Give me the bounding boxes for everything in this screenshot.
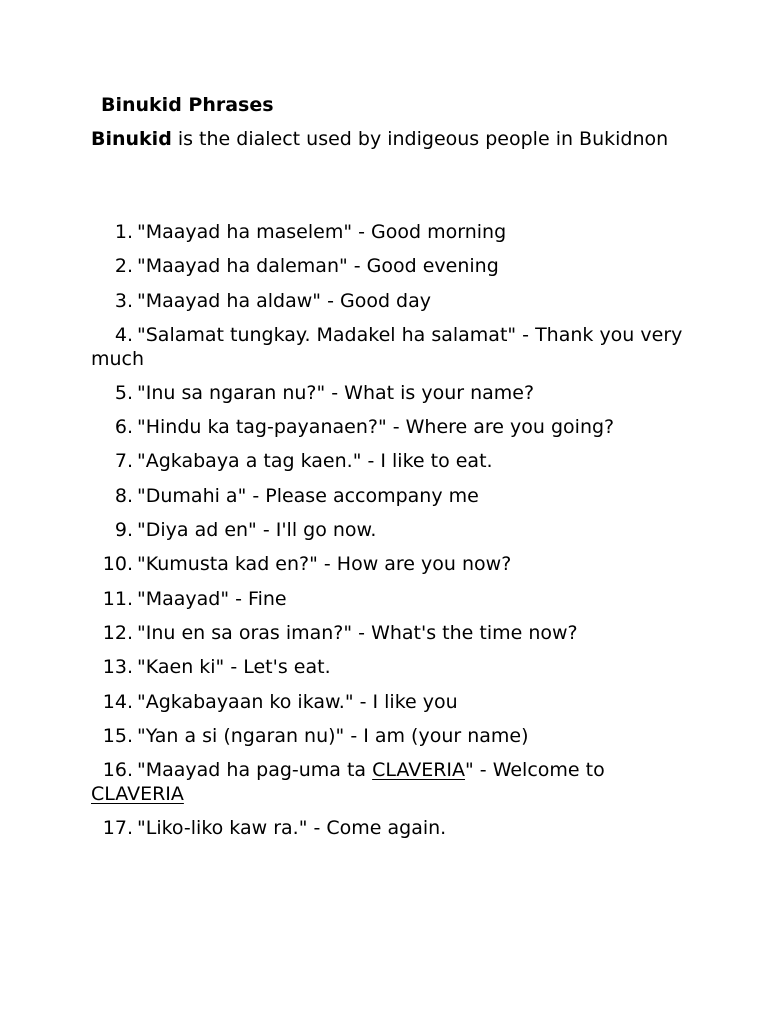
phrase-item bbox=[91, 220, 691, 244]
phrase-number: 6. bbox=[114, 416, 133, 439]
phrase-text: "Inu en sa oras iman?" - What's the time now? bbox=[137, 621, 578, 644]
phrase-number: 17. bbox=[102, 817, 133, 840]
phrase-number: 9. bbox=[114, 519, 133, 542]
phrase-item bbox=[91, 552, 691, 576]
phrase-item bbox=[91, 289, 691, 313]
phrase-item bbox=[91, 323, 691, 371]
phrase-text: "Agkabaya a tag kaen." - I like to eat. bbox=[137, 450, 493, 473]
phrase-item bbox=[91, 655, 691, 679]
phrase-item bbox=[91, 254, 691, 278]
phrase-number: 14. bbox=[102, 690, 133, 713]
intro-paragraph bbox=[91, 127, 691, 152]
claveria-link[interactable]: CLAVERIA bbox=[91, 783, 184, 806]
phrase-number: 13. bbox=[102, 656, 133, 679]
phrase-item bbox=[91, 415, 691, 439]
phrase-number: 8. bbox=[114, 484, 133, 507]
phrase-text-middle: " - Welcome to bbox=[465, 759, 605, 782]
phrase-number: 3. bbox=[114, 289, 133, 312]
claveria-link[interactable]: CLAVERIA bbox=[372, 759, 466, 782]
phrase-number: 5. bbox=[114, 381, 133, 404]
phrase-text: "Kumusta kad en?" - How are you now? bbox=[137, 553, 512, 576]
phrase-text: "Dumahi a" - Please accompany me bbox=[137, 484, 479, 507]
phrase-text: "Inu sa ngaran nu?" - What is your name? bbox=[137, 381, 535, 404]
phrase-item bbox=[91, 518, 691, 542]
phrase-number: 2. bbox=[114, 255, 133, 278]
phrase-number: 11. bbox=[102, 587, 133, 610]
phrase-item bbox=[91, 587, 691, 611]
intro-text: is the dialect used by indigeous people in Bukidnon bbox=[171, 128, 669, 150]
phrase-item bbox=[91, 381, 691, 405]
document-title: Binukid Phrases bbox=[101, 94, 274, 116]
phrase-text: "Salamat tungkay. Madakel ha salamat" - Thank you very much bbox=[91, 323, 683, 370]
phrase-item bbox=[91, 621, 691, 645]
phrase-list bbox=[91, 220, 691, 850]
phrase-number: 12. bbox=[102, 621, 133, 644]
phrase-item bbox=[91, 484, 691, 508]
phrase-text: "Liko-liko kaw ra." - Come again. bbox=[137, 817, 447, 840]
phrase-text: "Agkabayaan ko ikaw." - I like you bbox=[137, 690, 458, 713]
phrase-item bbox=[91, 690, 691, 714]
phrase-number: 10. bbox=[102, 553, 133, 576]
phrase-item bbox=[91, 758, 691, 806]
phrase-text: "Hindu ka tag-payanaen?" - Where are you going? bbox=[137, 416, 615, 439]
phrase-number: 7. bbox=[114, 450, 133, 473]
phrase-number: 1. bbox=[114, 221, 133, 243]
phrase-number: 15. bbox=[102, 724, 133, 747]
phrase-item bbox=[91, 816, 691, 840]
intro-bold-term: Binukid bbox=[91, 128, 172, 150]
phrase-number: 4. bbox=[114, 323, 133, 346]
phrase-text: "Maayad ha daleman" - Good evening bbox=[137, 255, 499, 278]
phrase-text: "Yan a si (ngaran nu)" - I am (your name) bbox=[137, 724, 529, 747]
phrase-text-before: "Maayad ha pag-uma ta bbox=[137, 759, 373, 782]
phrase-text: "Maayad ha aldaw" - Good day bbox=[137, 289, 431, 312]
phrase-text: "Maayad" - Fine bbox=[137, 587, 287, 610]
phrase-item bbox=[91, 449, 691, 473]
phrase-text: "Maayad ha maselem" - Good morning bbox=[137, 221, 507, 243]
phrase-item bbox=[91, 724, 691, 748]
phrase-text: "Diya ad en" - I'll go now. bbox=[137, 519, 377, 542]
phrase-number: 16. bbox=[102, 759, 133, 782]
phrase-text: "Kaen ki" - Let's eat. bbox=[137, 656, 331, 679]
